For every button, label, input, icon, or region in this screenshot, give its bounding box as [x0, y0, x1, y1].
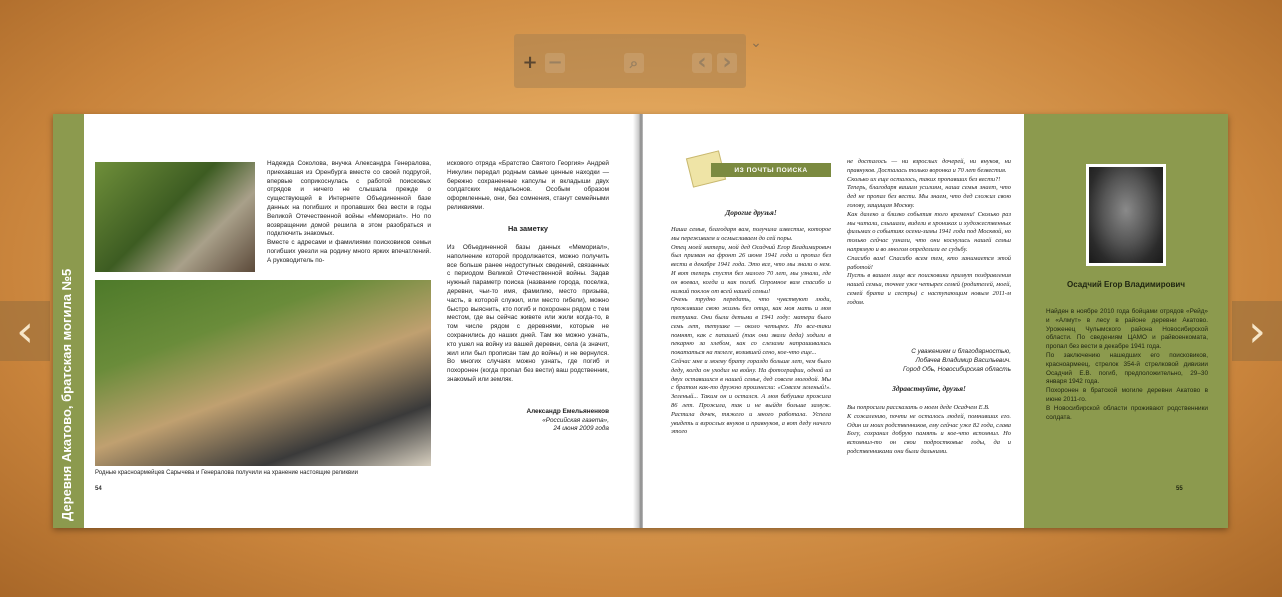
- photo-caption: Родные красноармейцев Сарычева и Генералова получили на хранение настоящие реликвии: [95, 470, 358, 476]
- soldier-name: Осадчий Егор Владимирович: [1067, 280, 1185, 289]
- family-photo-group: [95, 280, 431, 466]
- search-icon[interactable]: ⌕: [624, 53, 644, 73]
- toolbar-prev-button[interactable]: ‹: [692, 53, 712, 73]
- zoom-out-button[interactable]: −: [545, 53, 565, 73]
- prev-page-button[interactable]: ‹: [0, 301, 50, 361]
- zoom-in-button[interactable]: +: [522, 52, 538, 73]
- source-name: «Российская газета»,: [542, 417, 609, 424]
- toolbar-next-button[interactable]: ›: [717, 53, 737, 73]
- section-strip: [53, 114, 84, 528]
- soldier-portrait: [1086, 164, 1166, 266]
- letter1-heading: Дорогие друзья!: [725, 208, 777, 217]
- right-page: [643, 114, 1228, 528]
- article-column-2: искового отряда «Братство Святого Георгия» Андрей Никулин передал родным самые ценные находки — бережно сохраненные капсулы и вкладыши двух солдатских медальонов. Особым образом оформленные, они, без сомнения, станут семейными реликвиями.: [447, 160, 609, 211]
- letter1-column-2: не досталось — ни взрослых дочерей, ни внуков, ни правнуков. Досталась только воронка и 70 лет безвестия. Сколько их еще осталось, таких пропавших без вести?! Теперь, благодаря вашим усилиям, наша семья знает, что дед не пропал без вести. Мы знаем, что дед сложил свою голову, защищая Москву. Как далеко и близко события того времени! Сколько раз мы читали, слышали, видели в хрониках и художественных фильмах о событиях осени-зимы 1941 года под Москвой, но только сейчас узнали, что они коснулись нашей семьи напрямую и во многом определили ее судьбу. Спасибо вам! Спасибо всем тем, кто занимается этой работой! Пусть в вашем лице все поисковики примут поздравления нашей семьи, точнее уже четырех семей (родителей, моей, семей брата и сестры) с наступающим новым 2011-м годом.: [847, 158, 1011, 306]
- letter2-heading: Здравствуйте, друзья!: [892, 384, 966, 393]
- soldier-biography: Найден в ноябре 2010 года бойцами отрядов «Рейд» и «Алмут» в лесу в районе деревни Акатово. Уроженец Чулымского района Новосибирской области. По сведениям ЦАМО и райвоенкомата, пропал без вести в декабре 1941 года. По заключению нашедших его поисковиков, красноармеец, стрелок 354-й стрелковой дивизии Осадчий Е.В. погиб, предположительно, 29–30 января 1942 года. Похоронен в братской могиле деревни Акатово в июне 2011-го. В Новосибирской области проживают родственники солдата.: [1046, 308, 1208, 421]
- letter1-sign-3: Город Обь, Новосибирская область: [903, 366, 1011, 373]
- family-photo-top: [95, 162, 255, 272]
- note-text: Из Объединенной базы данных «Мемориал», наполнение которой продолжается, можно получить все больше ранее недоступных сведений, связанных с периодом Великой Отечественной войны. Задав нужный параметр поиска (название города, поселка, деревни, чьи-то имя, фамилию, место призыва, часть, в которой служил, или место гибели), можно быстро выяснить, кто погиб и похоронен рядом с тем местом, где вы сейчас живете или жили когда-то, в том числе рядом с деревнями, которые не сохранились до наших дней. Там же можно узнать, кто ушел на войну из вашей деревни, села (а значит, жил или был прописан там до войны) и не вернулся. Во многих случаях можно узнать, где погиб и похоронен (когда пропал без вести) ваш родственник, знакомый или земляк.: [447, 244, 609, 383]
- viewer-toolbar: [514, 34, 746, 88]
- author-name: Александр Емельяненков: [526, 408, 609, 415]
- left-page: [53, 114, 639, 528]
- letter2-text: Вы попросили рассказать о моем деде Осадчем Е.В. К сожалению, почти не осталось людей, помнивших его. Один из моих родственников, ему сейчас уже 82 года, слава Богу, сохранил добрую память и кое-что вспомнил. Но вспомнил-то он свои подростковые годы, да и родственниками они были дальними.: [847, 404, 1011, 455]
- article-column-1: Надежда Соколова, внучка Александра Генералова, приехавшая из Оренбурга вместе со своей подругой, впервые соприкоснулась с работой поисковых отрядов и ничего не слышала прежде о существующей в Интернете Объединенной базе данных на погибших и пропавших без вести в годы Великой Отечественной войны «Мемориал». Но по возвращении домой решила в этом разобраться и подключить знакомых. Вместе с адресами и фамилиями поисковиков семьи погибших увезли на родину много ярких впечатлений. А руководитель по-: [267, 160, 431, 264]
- mail-banner-label: ИЗ ПОЧТЫ ПОИСКА: [711, 163, 831, 177]
- letter1-sign-1: С уважением и благодарностью,: [911, 348, 1011, 355]
- page-number-left: 54: [95, 486, 102, 492]
- letter1-sign-2: Лобачев Владимир Васильевич.: [915, 357, 1011, 364]
- letter1-column-1: Наша семья, благодаря вам, получила известие, которое мы переживаем и осмысливаем до сей поры. Отец моей матери, мой дед Осадчий Егор Владимирович был призван на фронт 26 июня 1941 года и пропал без вести в декабре 1941 года. Это все, что мы знали о нем. И вот теперь спустя без малого 70 лет, мы узнали, где он воевал, когда и как погиб. Огромное вам спасибо и низкий поклон от всей нашей семьи! Очень трудно передать, что чувствуют люди, прожившие свою жизнь без отца, как моя мать и моя тетушка. Они были детьми в 1941 году: матери было семь лет, тетушке — около четырех. Но все-таки помнят, как с папашей (так они звали деда) ходили в пекарню за хлебом, как со слезами напрашивались покататься на телеге, возившей сено, кое-что еще... Сейчас мне и моему брату гораздо больше лет, чем было деду, когда он уходил на войну. На фотографии, одной из двух оставшихся в нашей семье, дед совсем молодой. Мы с братом как-то дружно произнесли: «Совсем зеленый!». Зеленый... Таким он и остался. А моя бабушка прожила 86 лет. Прожила, так и не выйдя больше замуж. Растила дочек, тяжело и много работала. Успела увидеть и взрослых внуков и правнуков, а вот деду ничего этого: [671, 226, 831, 436]
- source-date: 24 июня 2009 года: [553, 425, 609, 432]
- biography-sidebar: [1024, 114, 1228, 528]
- section-title: Деревня Акатово, братская могила №5: [59, 268, 74, 521]
- note-heading: На заметку: [507, 224, 549, 233]
- next-page-button[interactable]: ›: [1232, 301, 1282, 361]
- mail-banner: [683, 156, 829, 182]
- book-spread: [53, 114, 1228, 528]
- page-number-right: 55: [1176, 486, 1183, 492]
- chevron-down-icon[interactable]: ⌄: [750, 35, 762, 51]
